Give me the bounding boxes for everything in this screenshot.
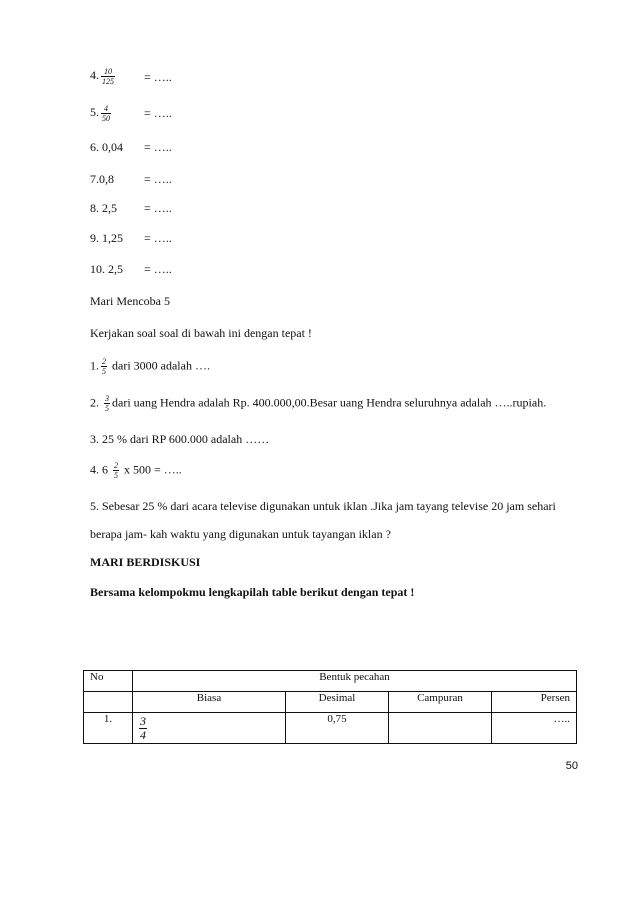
item-label: 4. xyxy=(90,68,99,83)
question-text: dari 3000 adalah …. xyxy=(112,358,210,373)
question-5-line-2: berapa jam- kah waktu yang digunakan untuk tayangan iklan ? xyxy=(90,527,391,541)
item-7: 7.0,8 xyxy=(90,172,114,186)
numerator: 2 xyxy=(102,357,106,366)
question-text: x 500 = ….. xyxy=(124,462,182,477)
fraction-table xyxy=(83,670,577,744)
question-4 xyxy=(90,461,182,480)
desimal-cell: 0,75 xyxy=(286,713,389,744)
fraction xyxy=(101,357,107,376)
item-10: 10. 2,5 xyxy=(90,262,123,276)
subheader-desimal: Desimal xyxy=(286,692,389,713)
answer-blank: = ….. xyxy=(144,262,172,276)
page-number: 50 xyxy=(565,760,578,772)
answer-blank: = ….. xyxy=(144,106,172,120)
numerator: 3 xyxy=(105,394,109,403)
numerator: 2 xyxy=(114,461,118,470)
fraction xyxy=(104,394,110,413)
header-bentuk-pecahan: Bentuk pecahan xyxy=(133,671,577,692)
biasa-cell xyxy=(133,713,286,744)
answer-blank: = ….. xyxy=(144,172,172,186)
question-number: 4. 6 xyxy=(90,462,108,477)
header-no: No xyxy=(84,671,133,692)
question-text: dari uang Hendra adalah Rp. 400.000,00.Besar uang Hendra seluruhnya adalah …..rupiah. xyxy=(112,395,547,410)
subheader-campuran: Campuran xyxy=(389,692,492,713)
question-1 xyxy=(90,357,210,376)
table-row xyxy=(84,713,577,744)
fraction xyxy=(101,104,111,123)
numerator: 4 xyxy=(104,104,108,113)
campuran-cell xyxy=(389,713,492,744)
item-5 xyxy=(90,104,113,123)
instruction: Kerjakan soal soal di bawah ini dengan tepat ! xyxy=(90,326,312,340)
question-5-line-1: 5. Sebesar 25 % dari acara televise digunakan untuk iklan .Jika jam tayang televise 20 jam sehari xyxy=(90,499,556,513)
subheader-biasa: Biasa xyxy=(133,692,286,713)
persen-cell: ….. xyxy=(492,713,577,744)
denominator: 4 xyxy=(140,728,146,742)
table-subheader-row xyxy=(84,692,577,713)
table-header-row xyxy=(84,671,577,692)
answer-blank: = ….. xyxy=(144,231,172,245)
numerator: 10 xyxy=(104,67,112,76)
question-2 xyxy=(90,394,546,413)
fraction xyxy=(113,461,119,480)
answer-blank: = ….. xyxy=(144,140,172,154)
row-number: 1. xyxy=(84,713,133,744)
section-title: Mari Mencoba 5 xyxy=(90,294,170,308)
fraction xyxy=(101,67,115,86)
denominator: 50 xyxy=(102,114,110,123)
question-number: 1. xyxy=(90,358,99,373)
subheader-persen: Persen xyxy=(492,692,577,713)
denominator: 5 xyxy=(102,367,106,376)
question-3: 3. 25 % dari RP 600.000 adalah …… xyxy=(90,432,270,446)
item-6: 6. 0,04 xyxy=(90,140,123,154)
discussion-title: MARI BERDISKUSI xyxy=(90,555,201,569)
item-4 xyxy=(90,67,117,86)
fraction xyxy=(139,715,147,742)
item-label: 5. xyxy=(90,105,99,120)
discussion-instruction: Bersama kelompokmu lengkapilah table berikut dengan tepat ! xyxy=(90,585,415,599)
item-9: 9. 1,25 xyxy=(90,231,123,245)
denominator: 125 xyxy=(102,77,114,86)
answer-blank: = ….. xyxy=(144,201,172,215)
question-number: 2. xyxy=(90,395,99,410)
empty-cell xyxy=(84,692,133,713)
numerator: 3 xyxy=(140,714,146,728)
denominator: 5 xyxy=(114,471,118,480)
denominator: 5 xyxy=(105,404,109,413)
item-8: 8. 2,5 xyxy=(90,201,117,215)
answer-blank: = ….. xyxy=(144,70,172,84)
